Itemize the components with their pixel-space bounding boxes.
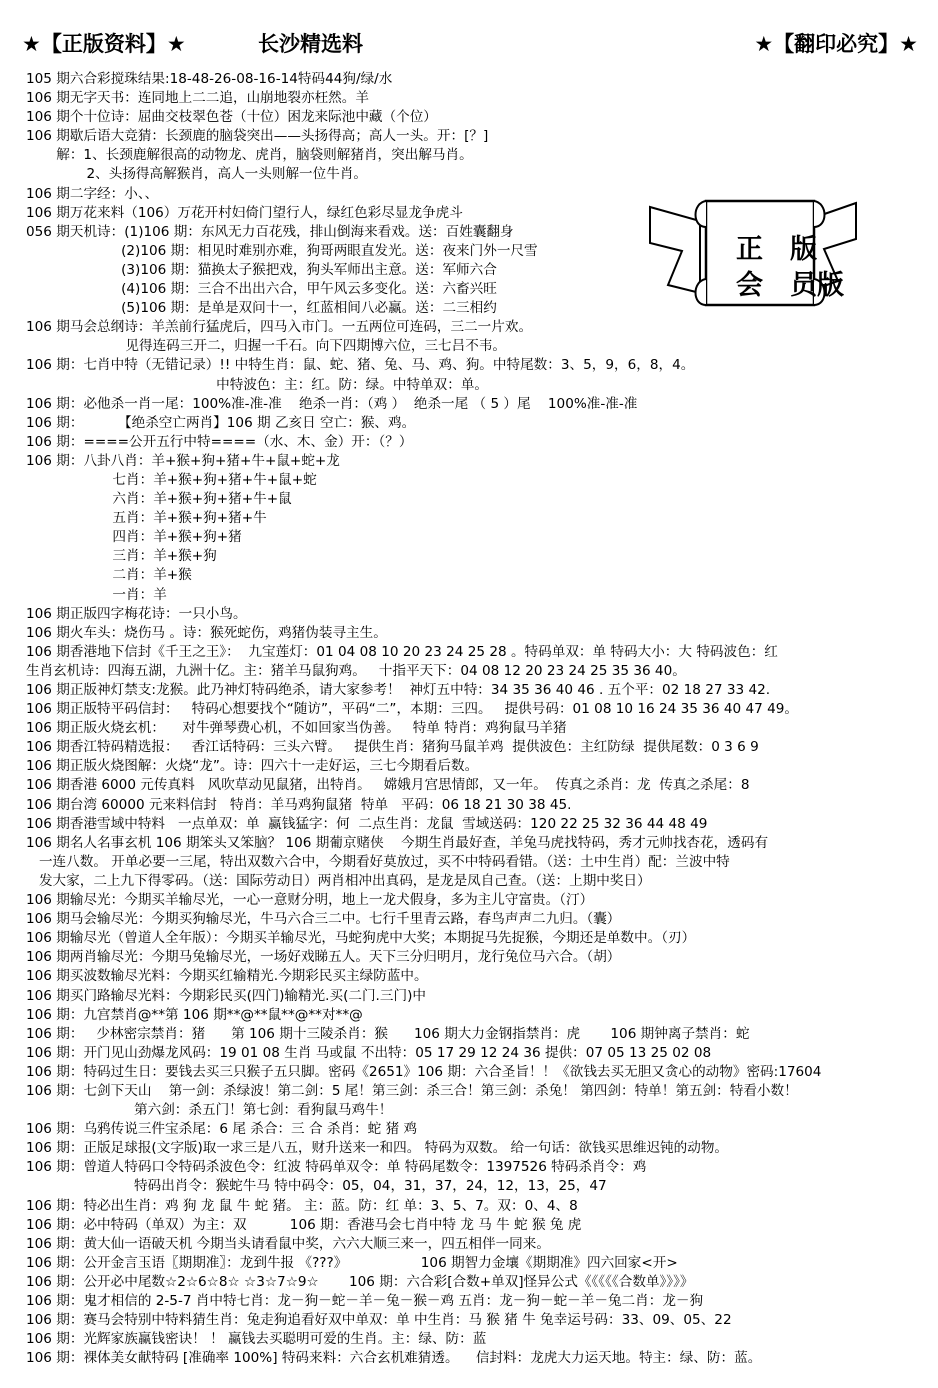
text-line: 106 期香港 6000 元传真料 风吹草动见鼠猪，出特肖。 嫦娥月宫思情郎，又一年。 传真之杀肖：龙 传真之杀尾：8 xyxy=(26,777,750,794)
text-line: 106 期歇后语大竞猜：长颈鹿的脑袋突出——头扬得高；高人一头。开：[？] xyxy=(26,128,489,145)
text-line: 106 期万花来料（106）万花开村妇倚门望行人，绿红色彩尽显龙争虎斗 xyxy=(26,204,463,221)
banner-line-2: 会 员版 xyxy=(736,270,844,301)
text-line: 106 期香港雪域中特料 一点单双：单 赢钱猛字：何 二点生肖：龙鼠 雪域送码：120 22 25 32 36 44 48 49 xyxy=(26,815,708,832)
text-line: 106 期：七剑下天山 第一剑：杀绿波！第二剑：5 尾！第三剑：杀三合！第三剑：杀兔！ 第四剑：特单！第五剑：特看小数！ xyxy=(26,1082,798,1099)
text-line: 106 期正版神灯禁支:龙猴。此乃神灯特码绝杀，请大家参考！ 神灯五中特：34 35 36 40 46 . 五个平：02 18 27 33 42. xyxy=(26,682,771,698)
text-line: (2)106 期：相见时难别亦难，狗哥两眼直发光。送：夜来门外一尺雪 xyxy=(26,242,538,259)
text-line: 106 期输尽光（曾道人全年版）：今期买羊输尽光，马蛇狗虎中大奖；本期捉马先捉猴，今期还是单数中。（刃） xyxy=(26,930,696,947)
text-line: 106 期名人名事玄机 106 期笨头又笨脑？ 106 期葡京赌侠 今期生肖最好查，羊兔马虎找特码，秀才元帅找杏花，透码有 xyxy=(26,834,769,851)
text-line: 106 期：黄大仙一语破天机 今期当头请看鼠中奖，六六大顺三来一，四五相伴一同来。 xyxy=(26,1235,550,1252)
text-line: (5)106 期：是单是双问十一，红蓝相间八必赢。送：二三相约 xyxy=(26,300,497,317)
text-line: 106 期香港地下信封《千王之王》： 九宝莲灯：01 04 08 10 20 23 24 25 28 。特码单双：单 特码大小：大 特码波色：红 xyxy=(26,643,778,660)
page-title: 长沙精选料 xyxy=(258,32,363,56)
text-line: 106 期： 【绝杀空亡两肖】106 期 乙亥日 空亡：猴、鸡。 xyxy=(26,414,416,431)
text-line: 106 期：九宫禁肖@**第 106 期**@**鼠**@**对**@ xyxy=(26,1006,363,1023)
text-line: 2、头扬得高解猴肖，高人一头则解一位牛肖。 xyxy=(26,166,368,183)
text-line: 106 期买门路输尽光料：今期彩民买(四门)输精光.买(二门.三门)中 xyxy=(26,987,426,1004)
text-line: 106 期：公开必中尾数☆2☆6☆8☆ ☆3☆7☆9☆ 106 期：六合彩[合数+单双]怪异公式《《《《《合数单》》》》 xyxy=(26,1273,694,1290)
text-line: 见得连码三开二，归握一千石。向下四期博六位，三七吕不韦。 xyxy=(26,338,507,355)
text-line: 106 期：正版足球报(文字版)取一求三是八五，财升送来一和四。 特码为双数。 给一句话：欲钱买思维迟钝的动物。 xyxy=(26,1140,729,1157)
text-line: 106 期香江特码精选报： 香江话特码：三头六臂。 提供生肖：猪狗马鼠羊鸡 提供波色：主红防绿 提供尾数：0 3 6 9 xyxy=(26,739,759,756)
text-line: 106 期：乌鸦传说三件宝杀尾：6 尾 杀合：三 合 杀肖：蛇 猪 鸡 xyxy=(26,1121,418,1138)
text-line: 106 期：裸体美女献特码 [准确率 100%] 特码来料：六合玄机难猜透。 信封料：龙虎大力运天地。特主：绿、防：蓝。 xyxy=(26,1350,762,1367)
text-line: 106 期个十位诗：屈曲交枝翠色苍（十位）困龙来际池中藏（个位） xyxy=(26,109,437,126)
text-line: 106 期：曾道人特码口令特码杀波色令：红波 特码单双令：单 特码尾数令：1397526 特码杀肖令：鸡 xyxy=(26,1159,647,1176)
text-line: 106 期正版火烧图解：火烧“龙”。诗：四六十一走好运，三七今期看后数。 xyxy=(26,758,479,775)
text-line: 七肖：羊+猴+狗+猪+牛+鼠+蛇 xyxy=(26,471,317,488)
text-line: 解：1、长颈鹿解很高的动物龙、虎肖，脑袋则解猪肖，突出解马肖。 xyxy=(26,147,473,164)
text-line: 106 期台湾 60000 元来料信封 特肖：羊马鸡狗鼠猪 特单 平码：06 18 21 30 38 45. xyxy=(26,796,572,813)
text-line: (3)106 期：猫换太子猴把戏，狗头军师出主意。送：军师六合 xyxy=(26,261,497,278)
text-line: 106 期：鬼才相信的 2-5-7 肖中特七肖：龙－狗－蛇－羊－兔－猴－鸡 五肖：龙－狗－蛇－羊－兔二肖：龙－狗 xyxy=(26,1293,704,1309)
text-line: 二肖：羊+猴 xyxy=(26,567,192,584)
text-line: 106 期：特必出生肖：鸡 狗 龙 鼠 牛 蛇 猪。 主：蓝。防：红 单：3、5、7。双：0、4、8 xyxy=(26,1197,578,1214)
text-line: 发大家，二上九下得零码。（送：国际劳动日）两肖相冲出真码，是龙是凤自己查。（送：上期中奖日） xyxy=(26,872,651,889)
text-line: 一肖：羊 xyxy=(26,586,167,603)
text-line: 106 期：公开金言玉语〖期期准〗：龙到牛报 《???》 106 期智力金壤《期期准》四六回家<开> xyxy=(26,1254,678,1271)
page-header xyxy=(0,0,938,66)
text-line: 106 期马会输尽光：今期买狗输尽光，牛马六合三二中。七行千里青云路，春鸟声声二九归。（囊） xyxy=(26,911,621,928)
text-line: 106 期正版特平码信封： 特码心想要找个“随访”，平码“二”，本期：三四。 提供号码：01 08 10 16 24 35 36 40 47 49。 xyxy=(26,701,799,718)
text-line: 106 期：必他杀一肖一尾：100%准-准-准 绝杀一肖：（鸡 ） 绝杀一尾 （ 5 ）尾 100%准-准-准 xyxy=(26,395,638,412)
text-line: 106 期火车头：烧伤马 。诗：猴死蛇伤，鸡猪伪装寻主生。 xyxy=(26,624,387,641)
text-line: 106 期：赛马会特别中特料猜生肖：兔走狗追看好双中单双：单 中生肖：马 猴 猪 牛 兔幸运号码：33、09、05、22 xyxy=(26,1312,732,1329)
text-line: 106 期：八卦八肖：羊+猴+狗+猪+牛+鼠+蛇+龙 xyxy=(26,452,340,469)
text-line: 一连八数。 开单必要一三尾，特出双数六合中，今期看好莫放过，买不中特码看错。（送：土中生肖）配：兰波中特 xyxy=(26,853,730,870)
text-line: (4)106 期：三合不出出六合，甲午风云多变化。送：六畜兴旺 xyxy=(26,281,497,298)
text-line: 106 期：光辉家族赢钱密诀！ ！ 赢钱去买聪明可爱的生肖。主：绿、防：蓝 xyxy=(26,1331,487,1348)
header-right: ★【翻印必究】★ xyxy=(754,32,918,56)
header-left: ★【正版资料】★ xyxy=(22,32,186,56)
text-line: 中特波色：主：红。防：绿。中特单双：单。 xyxy=(26,376,489,393)
text-line: 106 期马会总纲诗：羊羔前行猛虎后，四马入市门。一五两位可连码，三二一片欢。 xyxy=(26,319,533,336)
text-line: 106 期： 少林密宗禁肖：猪 第 106 期十三陵杀肖：猴 106 期大力金钢指禁肖：虎 106 期钟离子禁肖：蛇 xyxy=(26,1025,750,1042)
text-line: 生肖玄机诗：四海五湖，九洲十亿。主：猪羊马鼠狗鸡。 十指平天下：04 08 12 20 23 24 25 35 36 40。 xyxy=(26,662,686,679)
banner-line-1: 正 版 xyxy=(736,234,817,265)
text-line: 106 期正版火烧玄机： 对牛弹琴费心机，不如回家当伪善。 特单 特肖：鸡狗鼠马羊猪 xyxy=(26,720,567,737)
text-line: 106 期无字天书：连同地上二二追，山崩地裂亦枉然。羊 xyxy=(26,90,369,107)
text-line: 五肖：羊+猴+狗+猪+牛 xyxy=(26,510,267,527)
text-line: 四肖：羊+猴+狗+猪 xyxy=(26,529,242,546)
text-line: 三肖：羊+猴+狗 xyxy=(26,548,217,565)
text-line: 106 期二字经：小、、 xyxy=(26,185,159,202)
text-line: 106 期输尽光：今期买羊输尽光，一心一意财分明，地上一龙犬假身，多为主儿守富贵。（汀） xyxy=(26,892,594,909)
document-body xyxy=(26,70,916,1368)
text-line: 106 期：必中特码（单双）为主：双 106 期：香港马会七肖中特 龙 马 牛 蛇 猴 兔 虎 xyxy=(26,1216,582,1233)
text-line: 106 期买波数输尽光料：今期买红输精光.今期彩民买主绿防蓝中。 xyxy=(26,968,428,985)
text-line: 105 期六合彩搅珠结果:18-48-26-08-16-14特码44狗/绿/水 xyxy=(26,71,393,87)
text-line: 106 期：特码过生日：要钱去买三只猴子五只脚。密码《2651》106 期：六合圣旨！！《欲钱去买无胆又贪心的动物》密码:17604 xyxy=(26,1063,822,1080)
text-line: 六肖：羊+猴+狗+猪+牛+鼠 xyxy=(26,491,292,508)
text-line: 106 期：开门见山劲爆龙风码：19 01 08 生肖 马或鼠 不出特：05 17 29 12 24 36 提供：07 05 13 25 02 08 xyxy=(26,1044,712,1061)
text-line: 106 期：七肖中特（无错记录）!! 中特生肖：鼠、蛇、猪、兔、马、鸡、狗。中特尾数：3、5，9，6，8，4。 xyxy=(26,357,695,374)
text-line: 106 期正版四字梅花诗：一只小鸟。 xyxy=(26,605,247,622)
text-line: 106 期两肖输尽光：今期马兔输尽光，一场好戏睇五人。天下三分归明月，龙行兔位马六合。（胡） xyxy=(26,949,621,966)
text-line: 第六剑：杀五门！第七剑：看狗鼠马鸡牛！ xyxy=(26,1102,393,1119)
text-line: 056 期天机诗：(1)106 期：东风无力百花残，排山倒海来看戏。送：百姓囊翻身 xyxy=(26,223,514,240)
text-line: 106 期：====公开五行中特====（水、木、金）开：（？） xyxy=(26,433,413,450)
text-line: 特码出肖令：猴蛇牛马 特中码令：05，04，31，37，24，12，13，25，47 xyxy=(26,1178,607,1195)
